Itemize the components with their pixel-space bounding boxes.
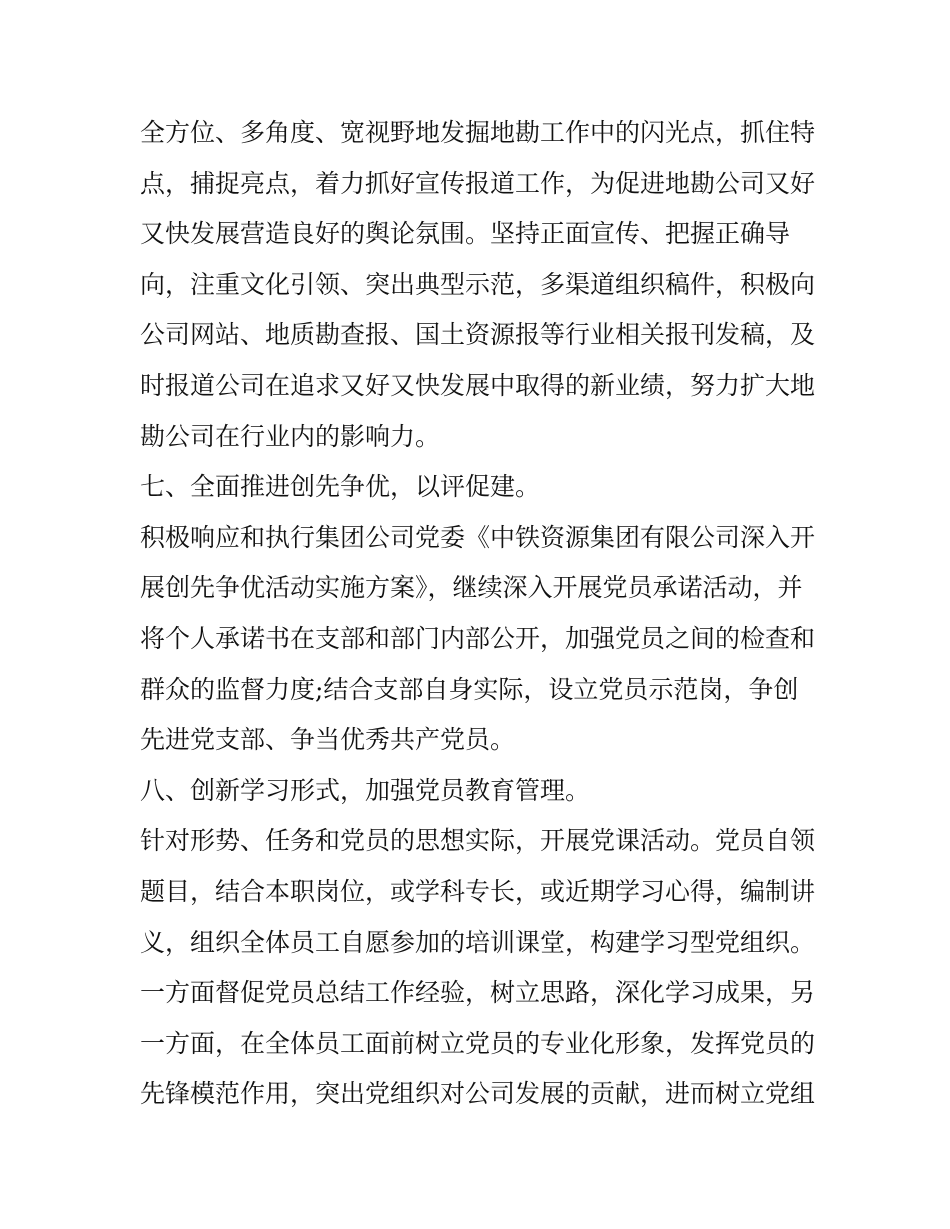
- text-line: 积极响应和执行集团公司党委《中铁资源集团有限公司深入开: [140, 522, 816, 552]
- text-line: 又快发展营造良好的舆论氛围。坚持正面宣传、把握正确导: [140, 219, 791, 249]
- text-line: 向，注重文化引领、突出典型示范，多渠道组织稿件，积极向: [140, 269, 816, 299]
- section-heading: 七、全面推进创先争优，以评促建。: [140, 472, 541, 502]
- text-line: 时报道公司在追求又好又快发展中取得的新业绩，努力扩大地: [140, 370, 816, 400]
- section-heading: 八、创新学习形式，加强党员教育管理。: [140, 775, 591, 805]
- document-body: [140, 108, 820, 1120]
- text-line: 全方位、多角度、宽视野地发掘地勘工作中的闪光点，抓住特: [140, 118, 816, 147]
- text-line: 先进党支部、争当优秀共产党员。: [140, 725, 516, 755]
- text-line: 题目，结合本职岗位，或学科专长，或近期学习心得，编制讲: [140, 876, 816, 906]
- text-line: 一方面督促党员总结工作经验，树立思路，深化学习成果，另: [140, 978, 816, 1008]
- text-line: 将个人承诺书在支部和部门内部公开，加强党员之间的检查和: [140, 623, 816, 653]
- text-line: 勘公司在行业内的影响力。: [140, 421, 441, 451]
- text-line: 点，捕捉亮点，着力抓好宣传报道工作，为促进地勘公司又好: [140, 168, 816, 198]
- text-line: 展创先争优活动实施方案》，继续深入开展党员承诺活动，并: [140, 573, 803, 603]
- text-line: 先锋模范作用，突出党组织对公司发展的贡献，进而树立党组: [140, 1079, 816, 1109]
- text-line: 群众的监督力度;结合支部自身实际，设立党员示范岗，争创: [140, 674, 799, 704]
- text-line: 一方面，在全体员工面前树立党员的专业化形象，发挥党员的: [140, 1028, 816, 1058]
- text-line: 针对形势、任务和党员的思想实际，开展党课活动。党员自领: [140, 826, 816, 856]
- text-line: 公司网站、地质勘查报、国土资源报等行业相关报刊发稿，及: [140, 320, 816, 350]
- text-line: 义，组织全体员工自愿参加的培训课堂，构建学习型党组织。: [140, 927, 816, 957]
